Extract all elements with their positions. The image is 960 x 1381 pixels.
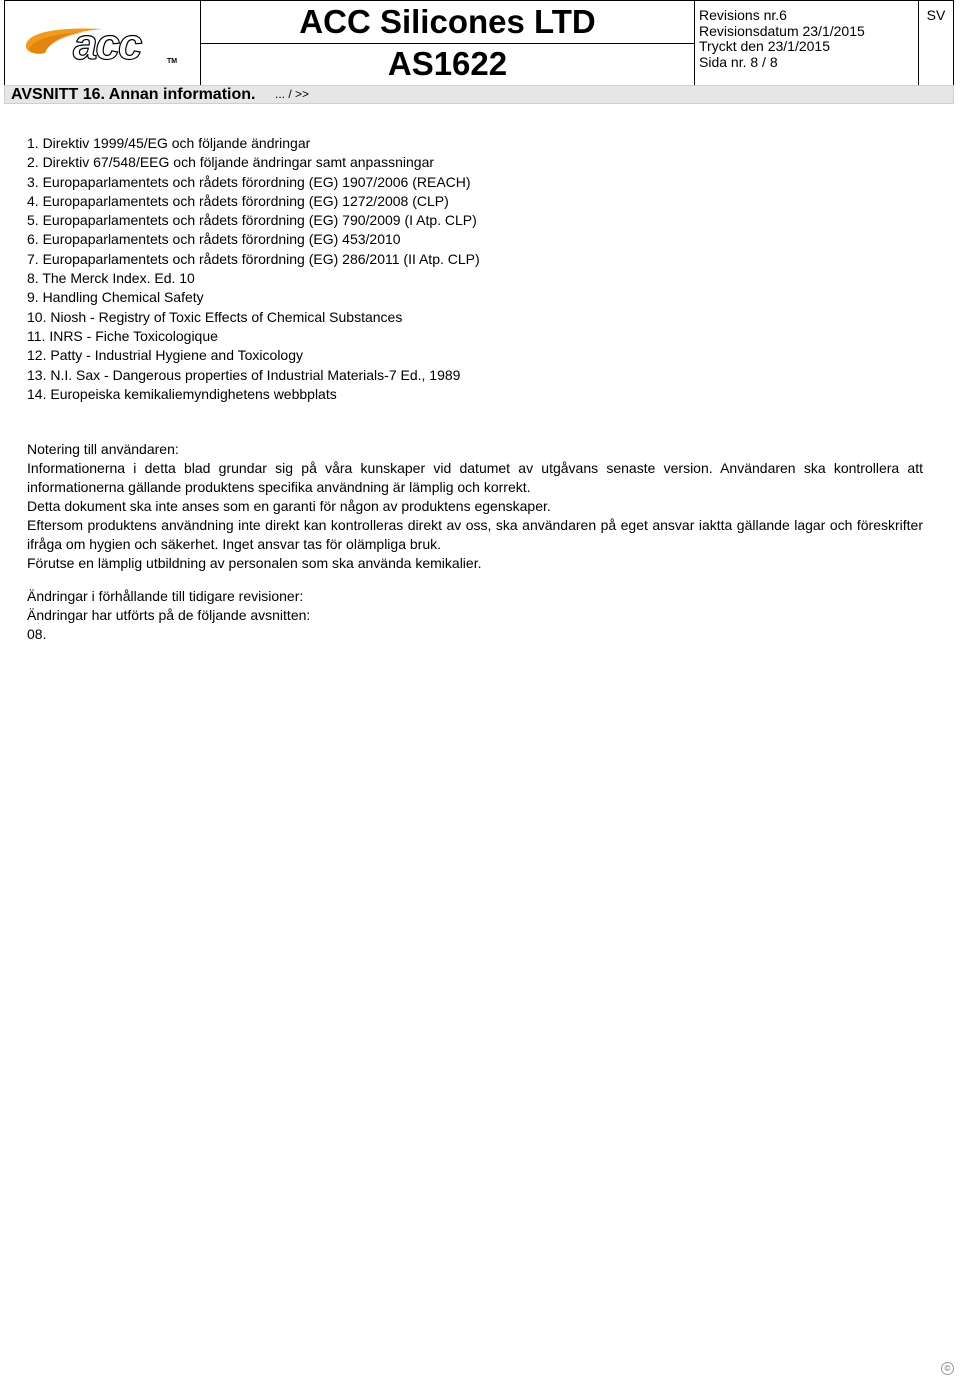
reference-item: 12. Patty - Industrial Hygiene and Toxicology [27,347,304,364]
title-cell [201,1,695,85]
notice-heading: Notering till användaren: [27,441,179,457]
reference-item: 8. The Merck Index. Ed. 10 [27,270,195,287]
section-bar [4,85,954,104]
reference-item: 14. Europeiska kemikaliemyndighetens webbplats [27,385,337,402]
notice-paragraph: Informationerna i detta blad grundar sig på våra kunskaper vid datumet av utgåvans senaste version. Användaren ska kontrollera att informationerna gällande produktens specifika användning är lämplig och korrekt. [27,460,923,495]
revision-changes [27,587,310,644]
revision-changes-line: Ändringar har utförts på de följande avsnitten: [27,607,311,623]
logo-trademark: TM [167,58,178,65]
reference-list [27,134,480,404]
notice-paragraph: Eftersom produktens användning inte direkt kan kontrolleras direkt av oss, ska användaren på eget ansvar iaktta gällande lagar och föreskrifter ifråga om hygien och säkerhet. Inget ansvar tas för olämpliga bruk. [27,517,923,552]
company-name: ACC Silicones LTD [299,3,596,40]
notice-paragraph: Detta dokument ska inte anses som en garanti för någon av produktens egenskaper. [27,498,551,514]
reference-item: 6. Europaparlamentets och rådets förordning (EG) 453/2010 [27,231,401,248]
reference-item: 2. Direktiv 67/548/EEG och följande ändringar samt anpassningar [27,154,435,171]
reference-item: 9. Handling Chemical Safety [27,289,204,306]
section-title: AVSNITT 16. Annan information. [11,86,256,103]
print-date: Tryckt den 23/1/2015 [699,38,831,54]
revision-number: Revisions nr.6 [699,7,787,23]
reference-item: 13. N.I. Sax - Dangerous properties of Industrial Materials-7 Ed., 1989 [27,366,461,383]
section-continuation: ... / >> [275,87,310,101]
logo-wordmark: acc [73,20,141,67]
reference-item: 4. Europaparlamentets och rådets förordning (EG) 1272/2008 (CLP) [27,192,449,209]
language-code: SV [926,7,946,23]
revision-info [695,1,919,85]
document-header [4,0,954,86]
reference-item: 1. Direktiv 1999/45/EG och följande ändringar [27,135,311,151]
revision-changed-sections: 08. [27,626,47,642]
reference-item: 5. Europaparlamentets och rådets förordning (EG) 790/2009 (I Atp. CLP) [27,212,477,229]
logo-cell [5,1,201,85]
reference-item: 11. INRS - Fiche Toxicologique [27,327,218,344]
user-notice [27,440,923,573]
notice-paragraph: Förutse en lämplig utbildning av personalen som ska använda kemikalier. [27,555,482,571]
title-divider [201,43,694,44]
revision-date: Revisionsdatum 23/1/2015 [699,22,865,39]
product-name: AS1622 [387,45,508,82]
reference-item: 10. Niosh - Registry of Toxic Effects of Chemical Substances [27,308,403,325]
page-number: Sida nr. 8 / 8 [699,53,778,70]
reference-item: 3. Europaparlamentets och rådets förordning (EG) 1907/2006 (REACH) [27,173,471,190]
copyright-icon: © [941,1362,954,1375]
reference-item: 7. Europaparlamentets och rådets förordning (EG) 286/2011 (II Atp. CLP) [27,250,480,267]
revision-changes-heading: Ändringar i förhållande till tidigare revisioner: [27,588,304,604]
acc-logo [23,19,183,67]
